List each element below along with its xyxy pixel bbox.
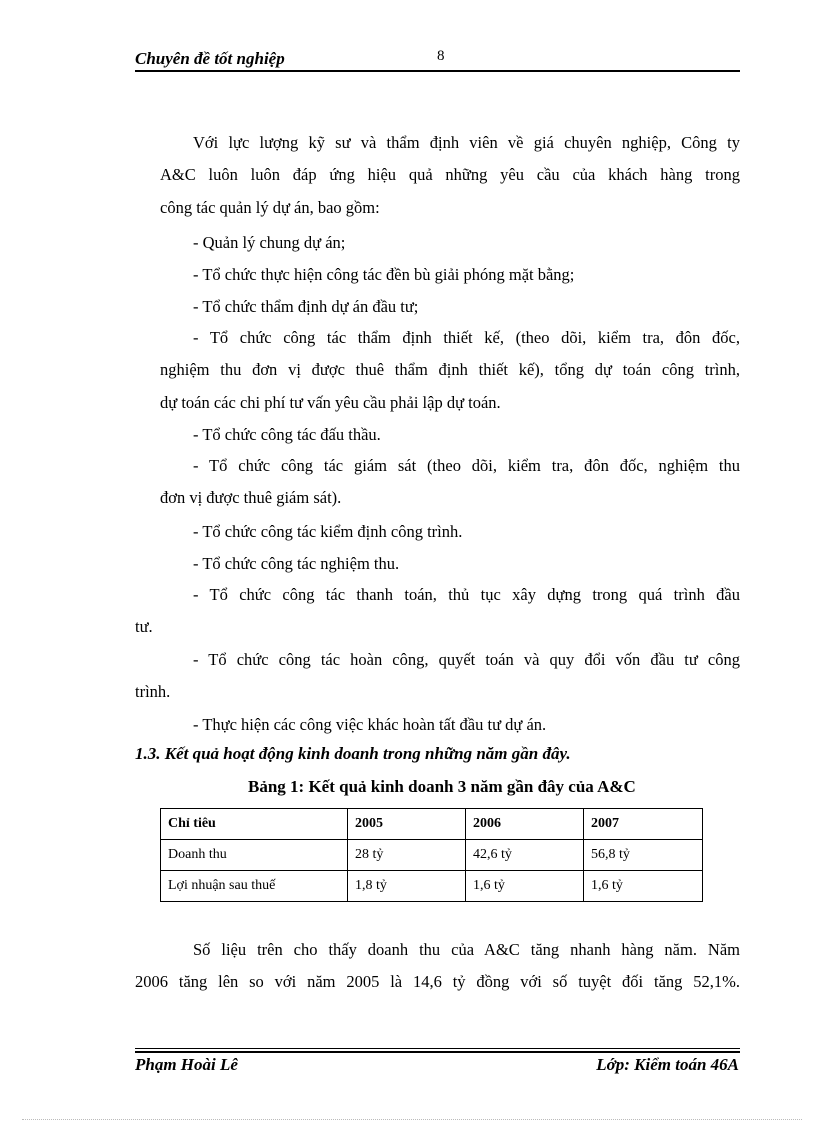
table-header-cell: 2007: [584, 809, 703, 840]
footer-rule: [135, 1048, 740, 1049]
table-cell: 56,8 tỷ: [584, 840, 703, 871]
table-cell: Lợi nhuận sau thuế: [161, 871, 348, 902]
list-item: - Tổ chức công tác nghiệm thu.: [193, 554, 400, 573]
table-cell: 42,6 tỷ: [466, 840, 584, 871]
table-cell: 28 tỷ: [348, 840, 466, 871]
footer-class: Lớp: Kiểm toán 46A: [596, 1055, 739, 1074]
list-item: - Quản lý chung dự án;: [193, 233, 346, 252]
table-row: [161, 871, 703, 902]
list-item: - Tổ chức công tác kiểm định công trình.: [193, 522, 463, 541]
analysis-line: 2006 tăng lên so với năm 2005 là 14,6 tỷ đồng với số tuyệt đối tăng 52,1%.: [135, 972, 740, 992]
list-item-line: đơn vị được thuê giám sát).: [160, 488, 342, 508]
table-cell: Doanh thu: [161, 840, 348, 871]
list-item: - Tổ chức thực hiện công tác đền bù giải phóng mặt bằng;: [193, 265, 575, 284]
table-header-cell: 2005: [348, 809, 466, 840]
footer-rule: [135, 1051, 740, 1053]
list-item-multiline: [160, 322, 740, 419]
list-item: - Thực hiện các công việc khác hoàn tất đầu tư dự án.: [193, 715, 547, 734]
table-cell: 1,6 tỷ: [466, 871, 584, 902]
page-header: [135, 46, 740, 72]
intro-line: Với lực lượng kỹ sư và thẩm định viên về giá chuyên nghiệp, Công ty: [193, 133, 740, 152]
list-item-multiline: [160, 450, 740, 515]
list-item-multiline: [135, 579, 740, 644]
list-item-multiline: [135, 644, 740, 709]
table-row: [161, 840, 703, 871]
table-cell: 1,6 tỷ: [584, 871, 703, 902]
intro-line: A&C luôn luôn đáp ứng hiệu quả những yêu cầu của khách hàng trong: [160, 165, 740, 185]
list-item-line: - Tổ chức công tác thẩm định thiết kế, (theo dõi, kiểm tra, đôn đốc,: [193, 328, 740, 347]
analysis-line: Số liệu trên cho thấy doanh thu của A&C tăng nhanh hàng năm. Năm: [193, 940, 740, 959]
list-item-line: nghiệm thu đơn vị được thuê thẩm định thiết kế), tổng dự toán công trình,: [160, 360, 740, 380]
list-item-line: - Tổ chức công tác hoàn công, quyết toán và quy đổi vốn đầu tư công: [193, 650, 740, 669]
table-caption: Bảng 1: Kết quả kinh doanh 3 năm gần đây của A&C: [248, 777, 636, 796]
table-header-cell: Chỉ tiêu: [161, 809, 348, 840]
intro-line: công tác quản lý dự án, bao gồm:: [160, 197, 380, 217]
table-cell: 1,8 tỷ: [348, 871, 466, 902]
list-item: - Tổ chức thẩm định dự án đầu tư;: [193, 297, 419, 316]
list-item-line: tư.: [135, 617, 153, 637]
footer-author: Phạm Hoài Lê: [135, 1055, 238, 1074]
section-heading: 1.3. Kết quả hoạt động kinh doanh trong những năm gần đây.: [135, 744, 571, 763]
document-title: Chuyên đề tốt nghiệp: [135, 49, 285, 68]
list-item: - Tổ chức công tác đấu thầu.: [193, 425, 381, 444]
table-header-row: [161, 809, 703, 840]
page-number: 8: [437, 48, 445, 64]
list-item-line: dự toán các chi phí tư vấn yêu cầu phải lập dự toán.: [160, 392, 501, 412]
table-header-cell: 2006: [466, 809, 584, 840]
page-edge: [22, 1119, 802, 1120]
list-item-line: trình.: [135, 682, 171, 702]
list-item-line: - Tổ chức công tác thanh toán, thủ tục xây dựng trong quá trình đầu: [193, 585, 740, 604]
intro-paragraph: [160, 127, 740, 224]
results-table: [160, 808, 703, 902]
list-item-line: - Tổ chức công tác giám sát (theo dõi, kiểm tra, đôn đốc, nghiệm thu: [193, 456, 740, 475]
analysis-paragraph: [135, 934, 740, 999]
